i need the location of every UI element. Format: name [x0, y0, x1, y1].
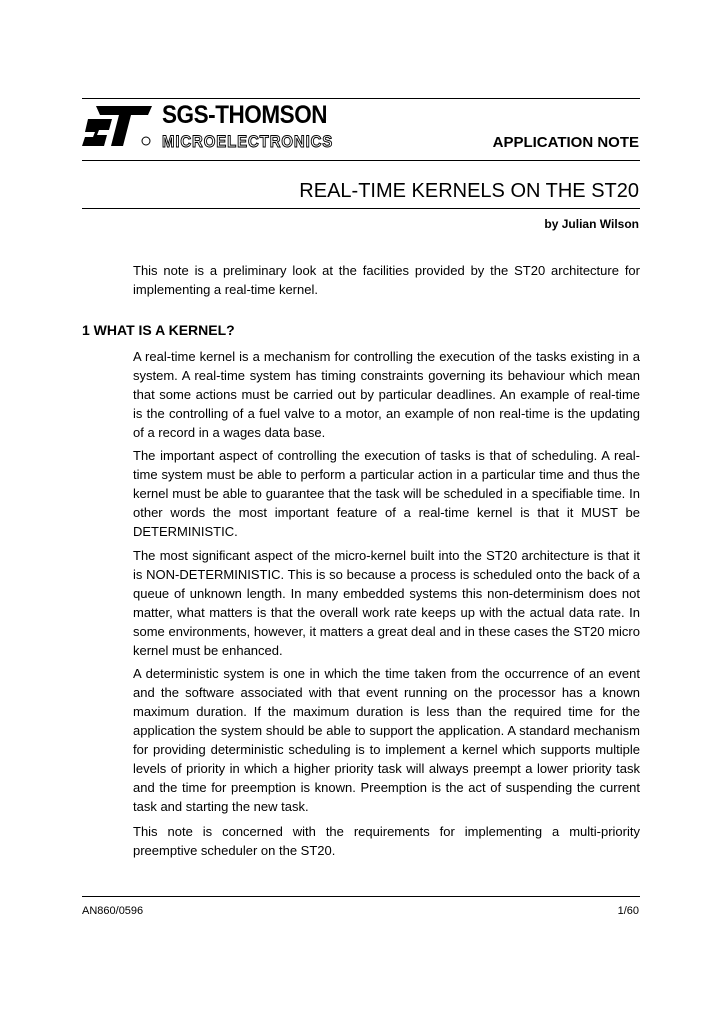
- brand-subtitle: MICROELECTRONICS: [162, 132, 334, 151]
- title-rule: [82, 208, 640, 209]
- brand-name: SGS-THOMSON: [162, 101, 328, 129]
- st-logo-icon: [82, 106, 152, 146]
- page-number: 1/60: [617, 905, 639, 917]
- document-type: APPLICATION NOTE: [492, 134, 639, 151]
- footer-rule: [82, 896, 640, 897]
- body-paragraph: A deterministic system is one in which the time taken from the occurrence of an event and the software associated with that event running on the processor has a known maximum duration. If the maximum duration is less than the required time for the application the system should be able to support the application. A standard mechanism for providing deterministic scheduling is to implement a kernel which supports multiple levels of priority in which a higher priority task will always preempt a lower priority task and the time for preemption is known. Preemption is the act of suspending the current task and starting the new task.: [133, 666, 640, 814]
- company-logo: [82, 101, 372, 151]
- author: by Julian Wilson: [544, 217, 639, 231]
- body-paragraph: The important aspect of controlling the execution of tasks is that of scheduling. A real-time system must be able to perform a particular action in a particular time and thus the kernel must be able to guarantee that the task will be scheduled in a specifiable time. In other words the most important feature of a real-time kernel is that it MUST be DETERMINISTIC.: [133, 448, 640, 539]
- document-title: REAL-TIME KERNELS ON THE ST20: [299, 180, 639, 202]
- body-paragraph: A real-time kernel is a mechanism for controlling the execution of the tasks existing in a system. A real-time system has timing constraints governing its behaviour which mean that some actions must be carried out by particular deadlines. An example of real-time is the controlling of a fuel valve to a motor, an example of non real-time is the updating of a record in a wages data base.: [133, 349, 640, 440]
- body-paragraph: The most significant aspect of the micro-kernel built into the ST20 architecture is that it is NON-DETERMINISTIC. This is so because a process is scheduled onto the back of a queue of unknown length. In many embedded systems this non-determinism does not matter, what matters is that the overall work rate keeps up with the actual data rate. In some environments, however, it matters a great deal and in these cases the ST20 micro kernel must be enhanced.: [133, 548, 640, 658]
- document-number: AN860/0596: [82, 905, 144, 917]
- body-paragraph: This note is concerned with the requirements for implementing a multi-priority preemptive scheduler on the ST20.: [133, 824, 640, 858]
- intro-paragraph: This note is a preliminary look at the facilities provided by the ST20 architecture for implementing a real-time kernel.: [133, 263, 640, 297]
- top-rule: [82, 98, 640, 99]
- header-rule: [82, 160, 640, 161]
- section-heading: 1 WHAT IS A KERNEL?: [82, 322, 235, 338]
